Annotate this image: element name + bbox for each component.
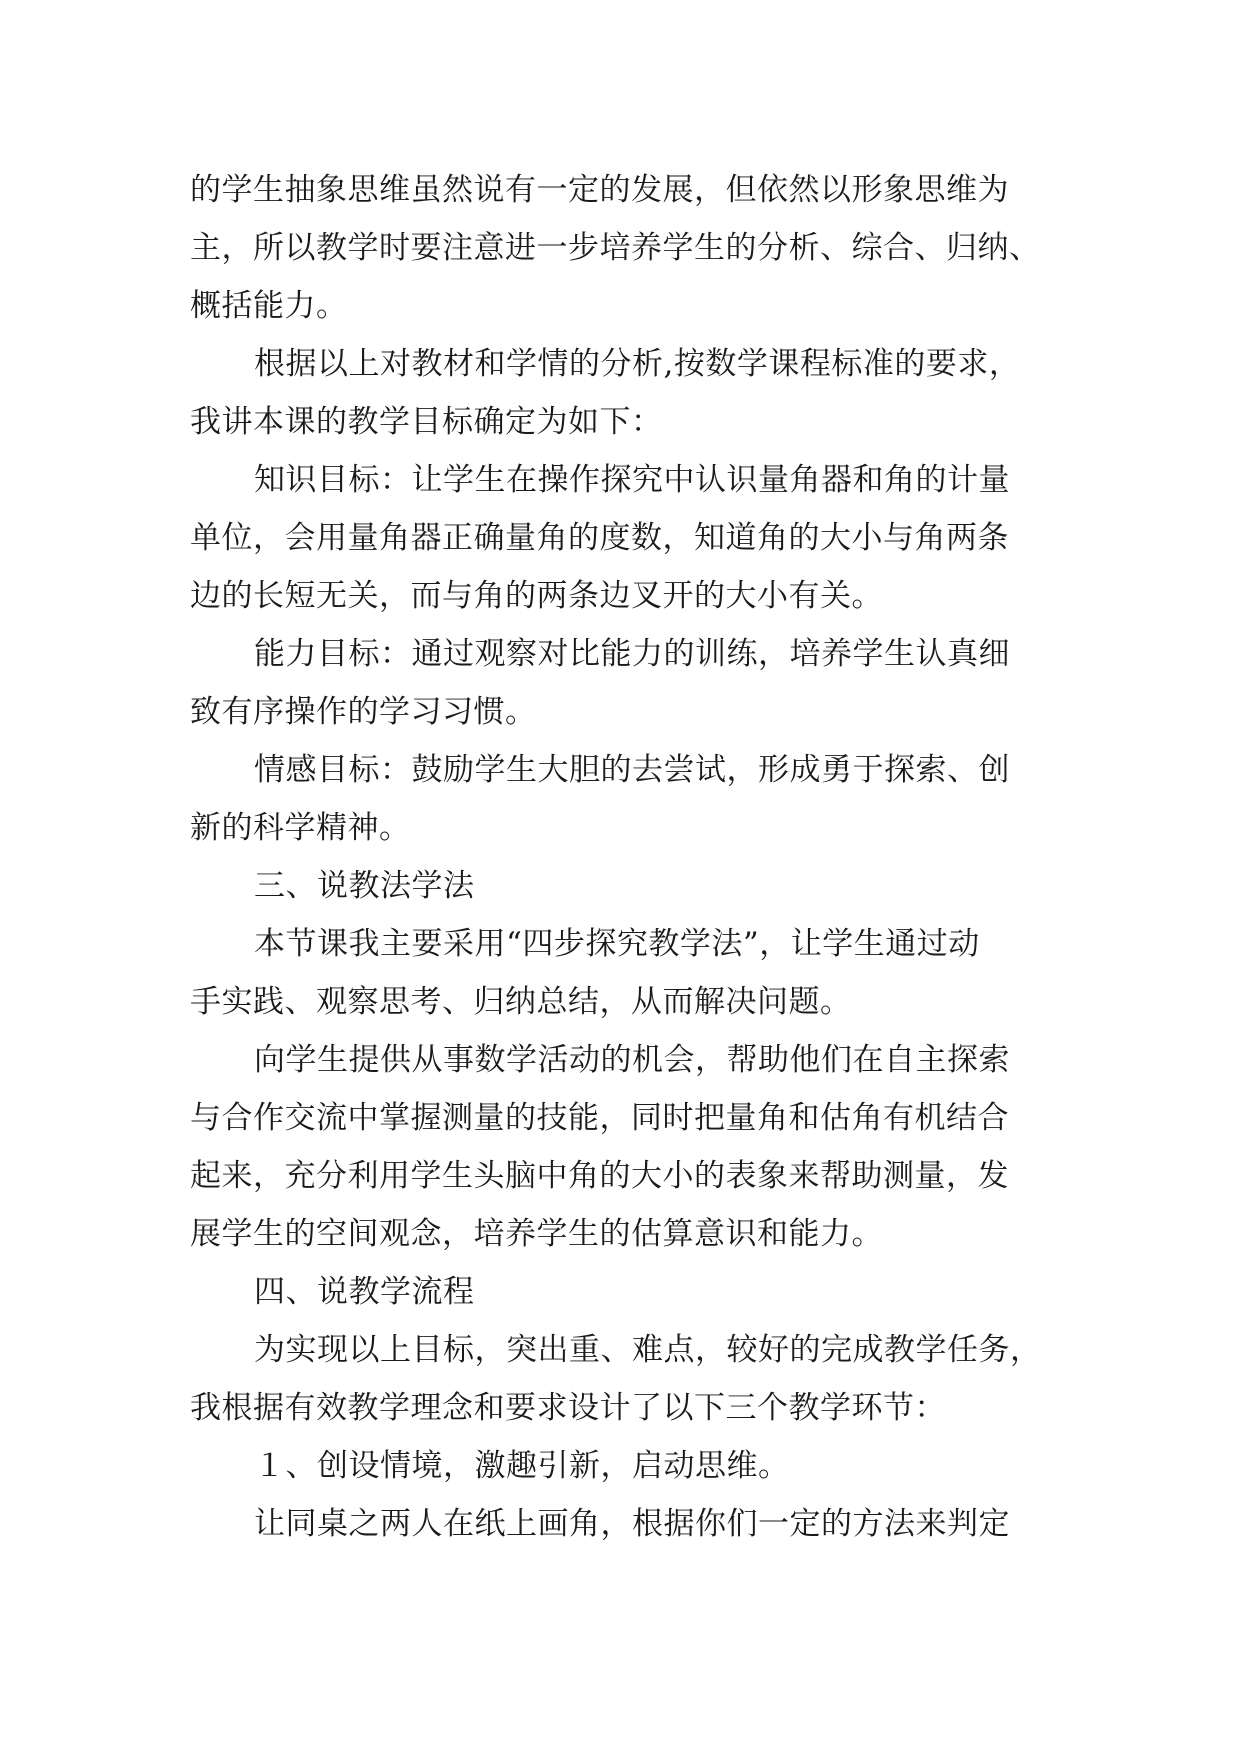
text-line: 的学生抽象思维虽然说有一定的发展，但依然以形象思维为 [190, 172, 1009, 208]
text-line: 边的长短无关，而与角的两条边叉开的大小有关。 [190, 578, 883, 614]
text-line: 我根据有效教学理念和要求设计了以下三个教学环节： [190, 1390, 946, 1426]
ability-goal-paragraph: 能力目标：通过观察对比能力的训练，培养学生认真细 [254, 636, 1010, 672]
paragraph-start: 让同桌之两人在纸上画角，根据你们一定的方法来判定 [254, 1506, 1010, 1542]
paragraph-start: 本节课我主要采用“四步探究教学法”，让学生通过动 [254, 926, 980, 962]
paragraph-start: 根据以上对教材和学情的分析,按数学课程标准的要求， [254, 346, 1021, 382]
text-line: 与合作交流中掌握测量的技能，同时把量角和估角有机结合 [190, 1100, 1009, 1136]
paragraph-start: 为实现以上目标，突出重、难点，较好的完成教学任务， [254, 1332, 1042, 1368]
text-line: 起来，充分利用学生头脑中角的大小的表象来帮助测量，发 [190, 1158, 1009, 1194]
knowledge-goal-paragraph: 知识目标：让学生在操作探究中认识量角器和角的计量 [254, 462, 1010, 498]
step-1-heading: １、创设情境，激趣引新，启动思维。 [254, 1448, 790, 1484]
section-heading-4: 四、说教学流程 [254, 1274, 475, 1310]
text-line: 新的科学精神。 [190, 810, 411, 846]
emotion-goal-paragraph: 情感目标：鼓励学生大胆的去尝试，形成勇于探索、创 [254, 752, 1010, 788]
text-line: 概括能力。 [190, 288, 348, 324]
text-line: 我讲本课的教学目标确定为如下： [190, 404, 663, 440]
section-heading-3: 三、说教法学法 [254, 868, 475, 904]
text-line: 手实践、观察思考、归纳总结，从而解决问题。 [190, 984, 852, 1020]
text-line: 致有序操作的学习习惯。 [190, 694, 537, 730]
paragraph-start: 向学生提供从事数学活动的机会，帮助他们在自主探索 [254, 1042, 1010, 1078]
text-line: 展学生的空间观念，培养学生的估算意识和能力。 [190, 1216, 883, 1252]
text-line: 主，所以教学时要注意进一步培养学生的分析、综合、归纳、 [190, 230, 1041, 266]
text-line: 单位，会用量角器正确量角的度数，知道角的大小与角两条 [190, 520, 1009, 556]
